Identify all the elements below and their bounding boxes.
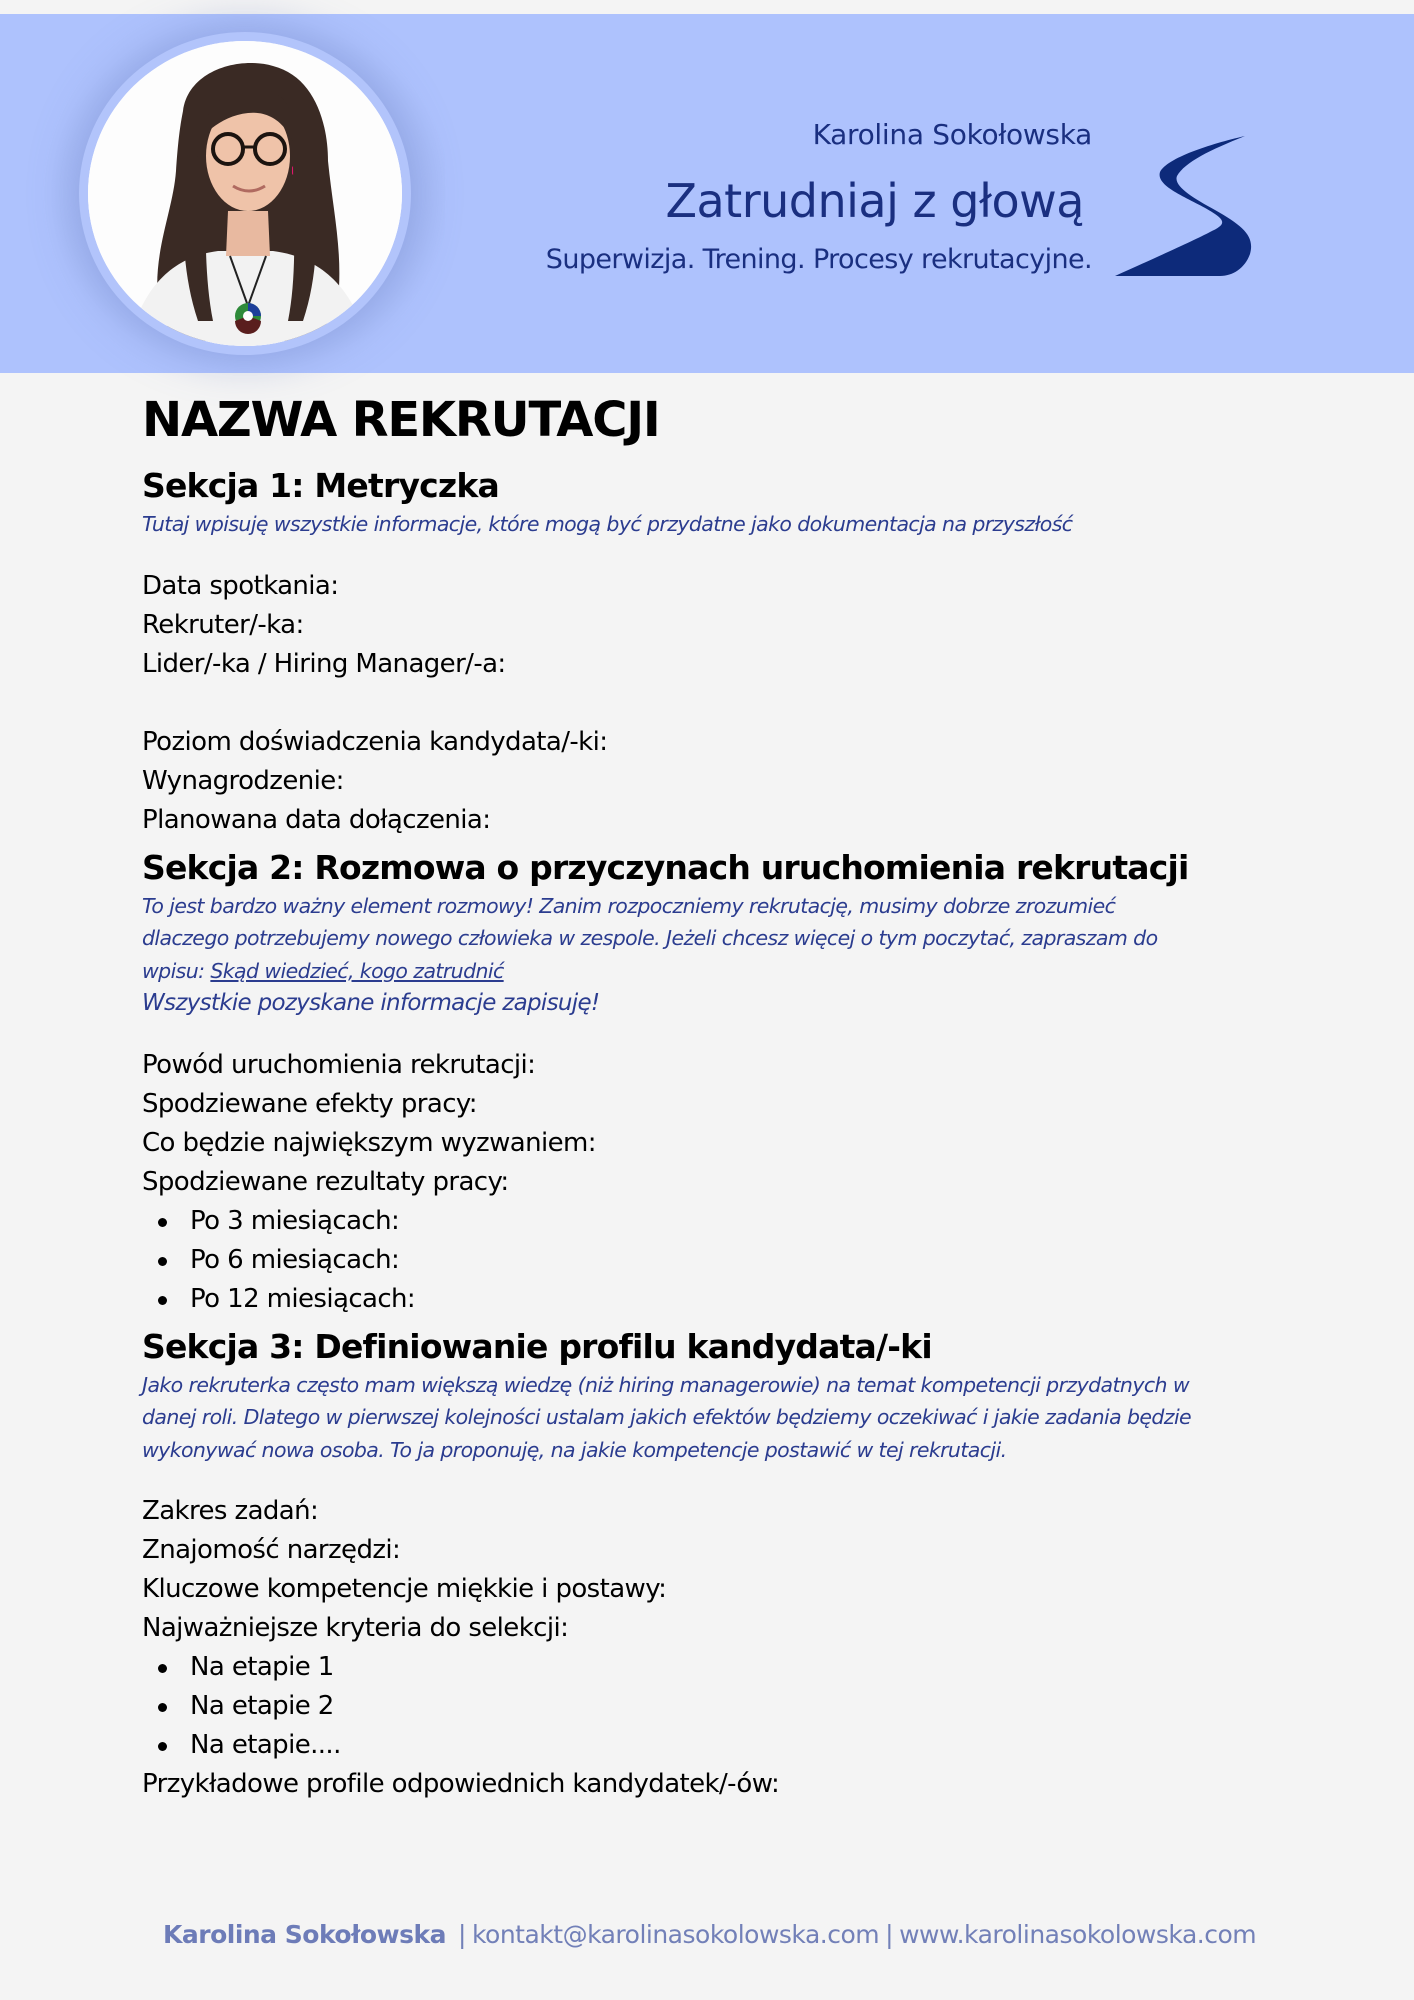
list-item	[142, 1241, 1292, 1280]
section-2-note-final: Wszystkie pozyskane informacje zapisuję!	[142, 990, 600, 1016]
footer-separator: |	[885, 1920, 894, 1949]
field-recruitment-reason: Powód uruchomienia rekrutacji:	[142, 1049, 536, 1080]
footer	[163, 1920, 1313, 1949]
field-soft-skills: Kluczowe kompetencje miękkie i postawy:	[142, 1574, 667, 1604]
bullet-icon	[158, 1257, 167, 1266]
document-body	[142, 390, 1292, 1804]
results-timeline-list	[142, 1202, 1292, 1319]
brand-tagline: Superwizja. Trening. Procesy rekrutacyjne.	[545, 244, 1092, 275]
section-1-note: Tutaj wpisuję wszystkie informacje, które mogą być przydatne jako dokumentacja na przyszłość	[142, 512, 1073, 536]
bullet-icon	[158, 1296, 167, 1305]
brand-title: Zatrudniaj z głową	[665, 174, 1084, 228]
section-1-title: Sekcja 1: Metryczka	[142, 466, 499, 505]
footer-separator: |	[458, 1920, 466, 1949]
brand-name: Karolina Sokołowska	[812, 118, 1092, 151]
field-expected-effects: Spodziewane efekty pracy:	[142, 1088, 477, 1119]
section-1	[142, 464, 1292, 840]
header-banner	[0, 14, 1414, 373]
field-selection-criteria: Najważniejsze kryteria do selekcji:	[142, 1613, 569, 1643]
document-title: NAZWA REKRUTACJI	[142, 392, 660, 448]
field-start-date: Planowana data dołączenia:	[142, 804, 491, 835]
field-example-profiles: Przykładowe profile odpowiednich kandydatek/-ów:	[142, 1769, 780, 1799]
list-item	[142, 1648, 1292, 1687]
field-biggest-challenge: Co będzie największym wyzwaniem:	[142, 1127, 596, 1158]
list-item-text: Po 3 miesiącach:	[190, 1205, 400, 1236]
list-item	[142, 1687, 1292, 1726]
section-3-note-line: Jako rekruterka często mam większą wiedzę (niż hiring managerowie) na temat kompetencji przydatnych w	[142, 1372, 1190, 1397]
section-3	[142, 1325, 1292, 1805]
section-3-note-line: wykonywać nowa osoba. To ja proponuję, na jakie kompetencje postawić w tej rekrutacji.	[142, 1437, 1007, 1462]
footer-email-link[interactable]: kontakt@karolinasokolowska.com	[471, 1920, 880, 1949]
section-3-title: Sekcja 3: Definiowanie profilu kandydata/-ki	[142, 1326, 932, 1366]
list-item-text: Po 12 miesiącach:	[190, 1283, 416, 1314]
field-meeting-date: Data spotkania:	[142, 570, 339, 601]
list-item	[142, 1280, 1292, 1319]
section-2-note-line: To jest bardzo ważny element rozmowy! Zanim rozpoczniemy rekrutację, musimy dobrze zrozumieć	[142, 893, 1116, 918]
section-2-note-line: dlaczego potrzebujemy nowego człowieka w zespole. Jeżeli chcesz więcej o tym poczytać, zapraszam do	[142, 926, 1158, 950]
list-item-text: Na etapie....	[190, 1730, 341, 1760]
bullet-icon	[158, 1664, 167, 1673]
field-experience-level: Poziom doświadczenia kandydata/-ki:	[142, 726, 608, 757]
field-hiring-manager: Lider/-ka / Hiring Manager/-a:	[142, 648, 506, 679]
section-2-note-line	[142, 955, 1292, 988]
field-recruiter: Rekruter/-ka:	[142, 609, 304, 640]
bullet-icon	[158, 1703, 167, 1712]
section-2-note	[142, 890, 1292, 1020]
section-2-title: Sekcja 2: Rozmowa o przyczynach uruchomienia rekrutacji	[142, 847, 1189, 887]
list-item	[142, 1726, 1292, 1765]
footer-name: Karolina Sokołowska	[163, 1920, 446, 1949]
list-item-text: Na etapie 1	[190, 1652, 334, 1682]
section-3-note	[142, 1369, 1292, 1467]
list-item-text: Po 6 miesiącach:	[190, 1244, 400, 1275]
selection-stages-list	[142, 1648, 1292, 1765]
field-expected-results: Spodziewane rezultaty pracy:	[142, 1166, 509, 1197]
section-3-note-line: danej roli. Dlatego w pierwszej kolejności ustalam jakich efektów będziemy oczekiwać i jakie zadania będzie	[142, 1405, 1192, 1429]
list-item	[142, 1202, 1292, 1241]
field-tools-knowledge: Znajomość narzędzi:	[142, 1535, 401, 1565]
footer-website-link[interactable]: www.karolinasokolowska.com	[899, 1920, 1257, 1949]
field-salary: Wynagrodzenie:	[142, 765, 344, 796]
field-task-scope: Zakres zadań:	[142, 1496, 319, 1526]
person-portrait-icon	[88, 41, 402, 346]
bullet-icon	[158, 1742, 167, 1751]
blog-post-link[interactable]: Skąd wiedzieć, kogo zatrudnić	[210, 958, 504, 983]
bullet-icon	[158, 1218, 167, 1227]
section-2-note-prefix: wpisu:	[142, 958, 211, 983]
section-2	[142, 846, 1292, 1319]
winding-road-s-logo-icon	[1115, 136, 1277, 291]
list-item-text: Na etapie 2	[190, 1691, 334, 1721]
